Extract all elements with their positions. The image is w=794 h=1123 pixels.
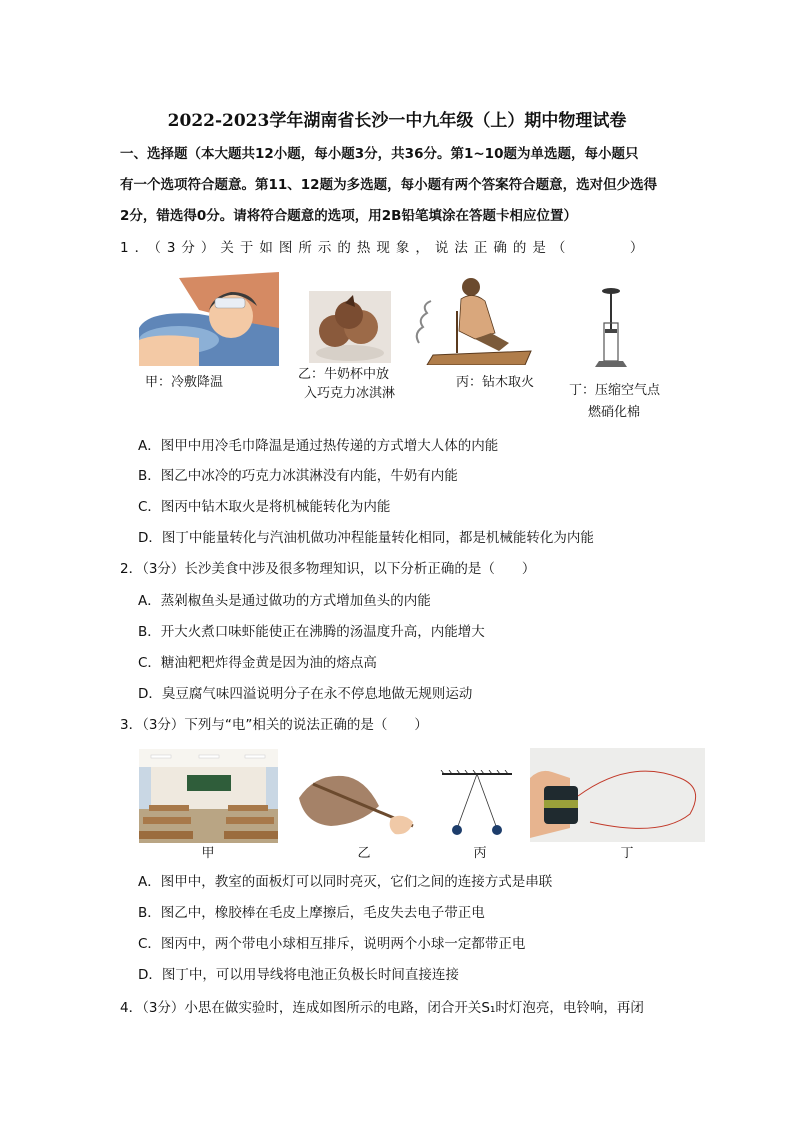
section-heading-line-2: 有一个选项符合题意。第11、12题为多选题，每小题有两个答案符合题意，选对但少选得 — [120, 177, 658, 193]
q3-option-b: B．图乙中，橡胶棒在毛皮上摩擦后，毛皮失去电子带正电 — [138, 905, 485, 921]
question-2-stem: 2．（3分）长沙美食中涉及很多物理知识，以下分析正确的是（ ） — [120, 561, 536, 577]
q1-caption-jia: 甲：冷敷降温 — [145, 375, 224, 390]
q1-caption-ding-line-1: 丁：压缩空气点 — [569, 383, 661, 398]
q1-option-a: A．图甲中用冷毛巾降温是通过热传递的方式增大人体的内能 — [138, 438, 499, 454]
section-heading-line-1: 一、选择题（本大题共12小题，每小题3分，共36分。第1~10题为单选题，每小题只 — [120, 146, 639, 162]
q1-option-c: C．图丙中钻木取火是将机械能转化为内能 — [138, 499, 391, 515]
question-1-stem: 1．（3分）关于如图所示的热现象，说法正确的是（ ） — [120, 240, 650, 256]
q3-figure-battery-wire — [530, 748, 705, 842]
q1-figure-air-piston — [591, 283, 631, 373]
q1-option-b: B．图乙中冰冷的巧克力冰淇淋没有内能，牛奶有内能 — [138, 468, 458, 484]
q1-caption-yi-line-2: 入巧克力冰淇淋 — [304, 386, 396, 401]
page-title: 2022-2023学年湖南省长沙一中九年级（上）期中物理试卷 — [167, 111, 627, 131]
q3-caption-bing: 丙 — [473, 846, 487, 861]
q3-option-d: D．图丁中，可以用导线将电池正负极长时间直接连接 — [138, 967, 459, 983]
q2-option-d: D．臭豆腐气味四溢说明分子在永不停息地做无规则运动 — [138, 686, 473, 702]
question-4-stem: 4．（3分）小思在做实验时，连成如图所示的电路，闭合开关S₁时灯泡亮，电铃响，再闭 — [120, 1000, 644, 1016]
q2-option-a: A．蒸剁椒鱼头是通过做功的方式增加鱼头的内能 — [138, 593, 431, 609]
q1-caption-ding-line-2: 燃硝化棉 — [588, 405, 641, 420]
q3-caption-ding: 丁 — [620, 846, 634, 861]
question-3-stem: 3．（3分）下列与“电”相关的说法正确的是（ ） — [120, 717, 428, 733]
q1-option-d: D．图丁中能量转化与汽油机做功冲程能量转化相同，都是机械能转化为内能 — [138, 530, 594, 546]
q3-option-c: C．图丙中，两个带电小球相互排斥，说明两个小球一定都带正电 — [138, 936, 526, 952]
section-heading-line-3: 2分，错选得0分。请将符合题意的选项，用2B铅笔填涂在答题卡相应位置） — [120, 208, 577, 224]
q1-figure-fire-drill — [413, 273, 533, 365]
q3-caption-yi: 乙 — [357, 846, 371, 861]
q1-figure-cold-compress — [139, 270, 279, 366]
q2-option-c: C．糖油粑粑炸得金黄是因为油的熔点高 — [138, 655, 377, 671]
q3-figure-charged-balls — [440, 770, 514, 840]
q1-figure-ice-cream — [309, 291, 391, 363]
q2-option-b: B．开大火煮口味虾能使正在沸腾的汤温度升高，内能增大 — [138, 624, 485, 640]
q3-caption-jia: 甲 — [201, 846, 215, 861]
q3-figure-classroom — [139, 749, 278, 843]
q3-figure-rod-and-fur — [295, 768, 421, 840]
q1-caption-bing: 丙：钻木取火 — [456, 375, 535, 390]
q1-caption-yi-line-1: 乙：牛奶杯中放 — [298, 367, 390, 382]
q3-option-a: A．图甲中，教室的面板灯可以同时亮灭，它们之间的连接方式是串联 — [138, 874, 553, 890]
